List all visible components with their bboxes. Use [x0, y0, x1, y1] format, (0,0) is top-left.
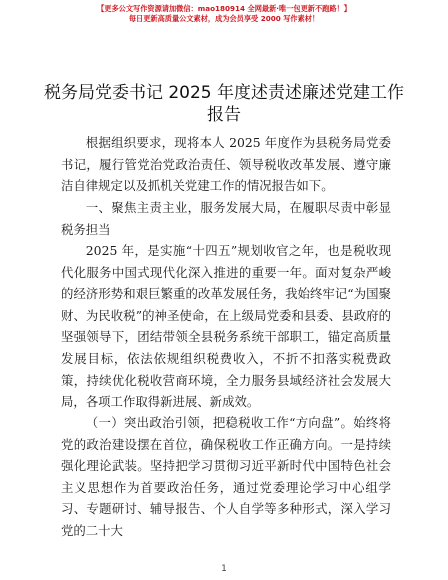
- promo-banner-line-1: 【更多公文写作资源请加微信：mao180914 全网最新·唯一包更新不跑路！】: [97, 4, 351, 13]
- document-title-line-2: 报告: [207, 105, 241, 125]
- promo-banner: [0, 4, 448, 24]
- subsection-paragraph: （一）突出政治引领，把稳税收工作“方向盘”。始终将党的政治建设摆在首位，确保税收工作正确方向。一是持续强化理论武装。坚持把学习贯彻习近平新时代中国特色社会主义思想作为首要政治任务，通过党委理论学习中心组学习、专题研讨、辅导报告、个人自学等多种形式，深入学习党的二十大: [61, 415, 391, 538]
- intro-paragraph: 根据组织要求，现将本人 2025 年度作为县税务局党委书记，履行管党治党政治责任、领导税收改革发展、遵守廉洁自律规定以及抓机关党建工作的情况报告如下。: [61, 135, 391, 194]
- page-number: 1: [221, 564, 227, 574]
- promo-banner-line-2: 每日更新高质量公文素材，成为会员享受 2000 写作素材！: [128, 14, 320, 23]
- body-paragraph: 2025 年，是实施“十四五”规划收官之年，也是税收现代化服务中国式现代化深入推进的重要一年。面对复杂严峻的经济形势和艰巨繁重的改革发展任务，我始终牢记“为国聚财、为民收税”的神圣使命，在上级局党委和县委、县政府的坚强领导下，团结带领全县税务系统干部职工，锚定高质量发展目标，依法依规组织税费收入，不折不扣落实税费政策，持续优化税收营商环境，全力服务县域经济社会发展大局，各项工作取得新进展、新成效。: [61, 243, 391, 410]
- document-title-line-1: 税务局党委书记 2025 年度述责述廉述党建工作: [43, 83, 405, 103]
- section-heading: 一、聚焦主责主业，服务发展大局，在履职尽责中彰显税务担当: [61, 200, 391, 237]
